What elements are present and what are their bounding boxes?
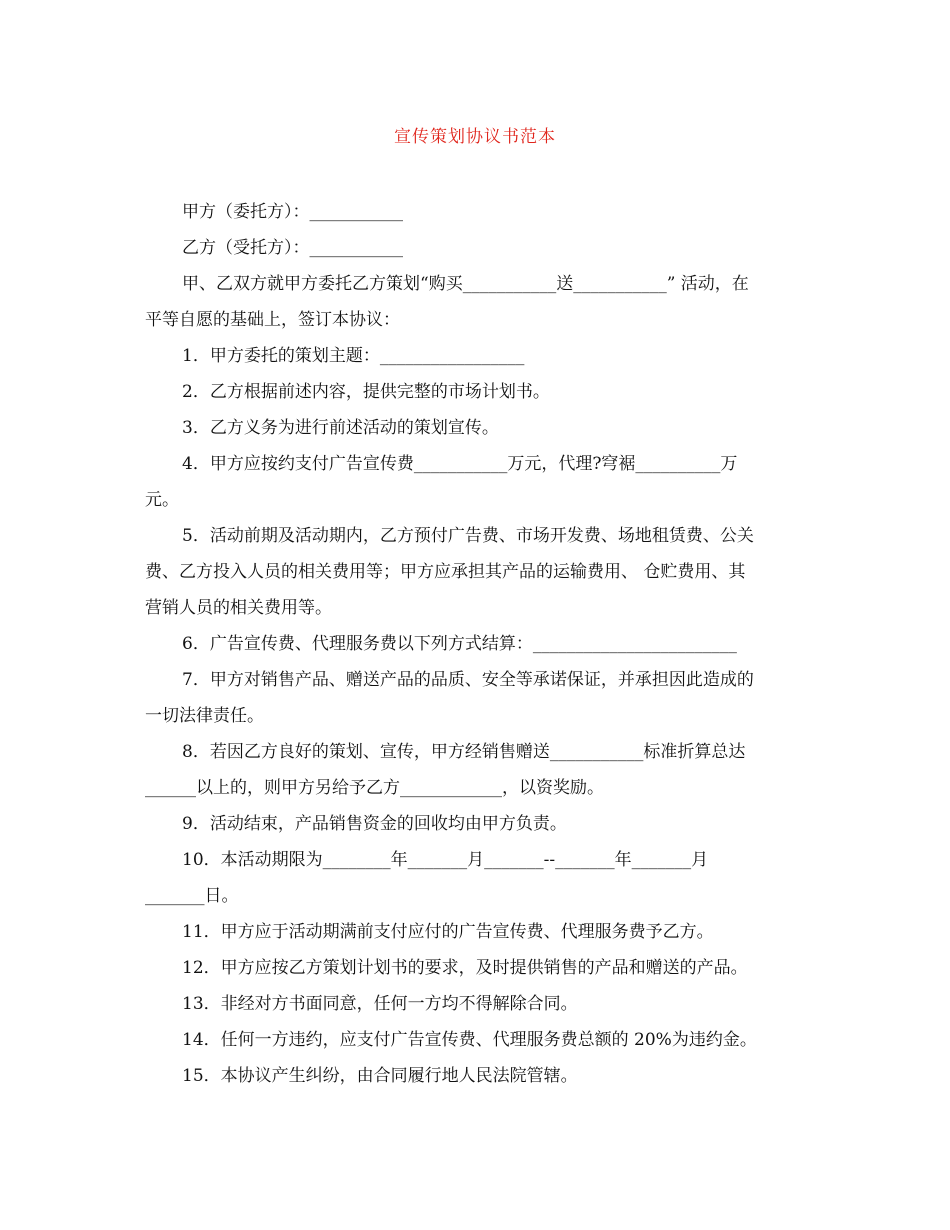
- document-title: 宣传策划协议书范本: [394, 127, 556, 147]
- document-line: 费、乙方投入人员的相关费用等；甲方应承担其产品的运输费用、 仓贮费用、其: [145, 562, 746, 582]
- document-line: 5．活动前期及活动期内，乙方预付广告费、市场开发费、场地租赁费、公关: [182, 526, 754, 546]
- document-line: 8．若因乙方良好的策划、宣传，甲方经销售赠送___________标准折算总达: [182, 742, 746, 762]
- document-line: 平等自愿的基础上，签订本协议：: [145, 310, 400, 330]
- document-body: [145, 194, 810, 1094]
- document-line: 2．乙方根据前述内容，提供完整的市场计划书。: [182, 382, 550, 402]
- document-line: 乙方（受托方）：___________: [182, 238, 403, 258]
- document-line: 14．任何一方违约，应支付广告宣传费、代理服务费总额的 20%为违约金。: [182, 1030, 757, 1050]
- document-line: 甲、乙双方就甲方委托乙方策划“购买___________送___________” 活动，在: [182, 274, 749, 294]
- document-line: 3．乙方义务为进行前述活动的策划宣传。: [182, 418, 499, 438]
- document-line: 9．活动结束，产品销售资金的回收均由甲方负责。: [182, 814, 567, 834]
- document-line: 4．甲方应按约支付广告宣传费___________万元，代理?穹裾__________万: [182, 454, 738, 474]
- document-line: 1．甲方委托的策划主题：_________________: [182, 346, 525, 366]
- document-line: 11．甲方应于活动期满前支付应付的广告宣传费、代理服务费予乙方。: [182, 922, 714, 942]
- document-line: ______以上的，则甲方另给予乙方____________，以资奖励。: [145, 778, 604, 798]
- document-line: 元。: [145, 490, 179, 510]
- document-line: 营销人员的相关费用等。: [145, 598, 332, 618]
- document-line: 12．甲方应按乙方策划计划书的要求，及时提供销售的产品和赠送的产品。: [182, 958, 748, 978]
- document-line: 10．本活动期限为________年_______月_______--_______年_______月: [182, 850, 709, 870]
- document-line: 6．广告宣传费、代理服务费以下列方式结算：________________________: [182, 634, 737, 654]
- document-line: 一切法律责任。: [145, 706, 264, 726]
- document-line: _______日。: [145, 886, 239, 906]
- document-line: 13．非经对方书面同意，任何一方均不得解除合同。: [182, 994, 578, 1014]
- document-line: 15．本协议产生纠纷，由合同履行地人民法院管辖。: [182, 1066, 578, 1086]
- document-line: 甲方（委托方）：___________: [182, 202, 403, 222]
- document-line: 7．甲方对销售产品、赠送产品的品质、安全等承诺保证，并承担因此造成的: [182, 670, 754, 690]
